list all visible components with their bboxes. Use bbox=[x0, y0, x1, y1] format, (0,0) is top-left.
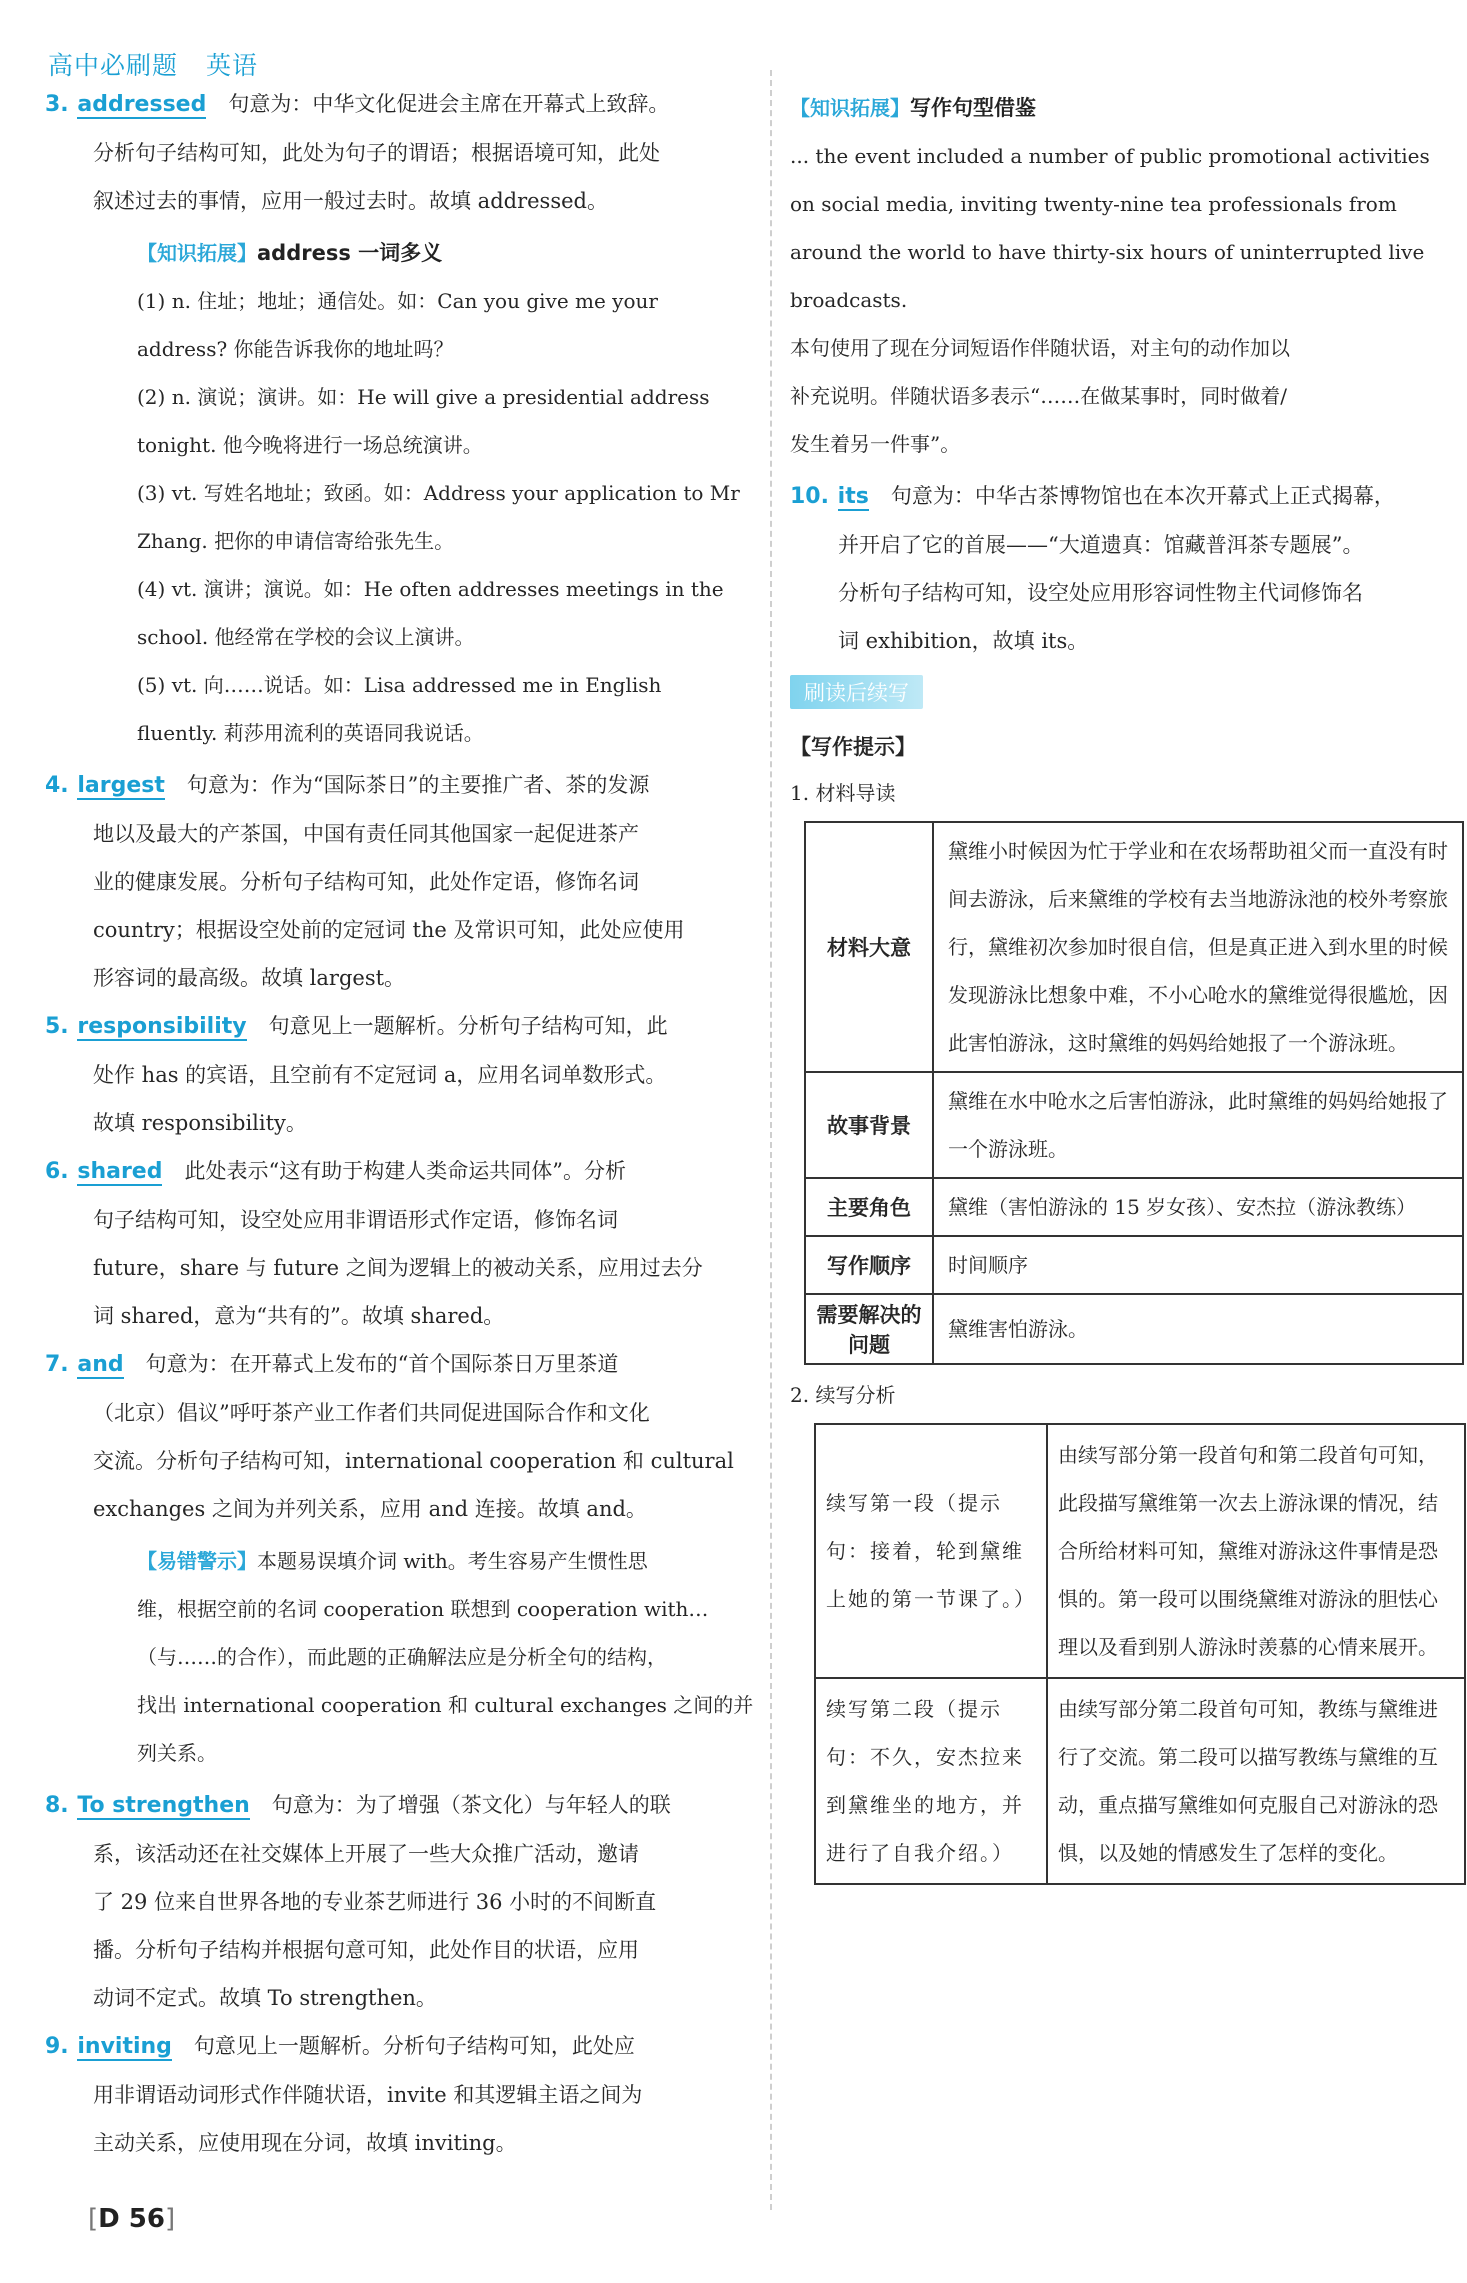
answer-item-q8 bbox=[45, 1781, 760, 2022]
item-first-line bbox=[45, 1147, 760, 1196]
item-number: 6. bbox=[45, 1159, 69, 1184]
tip-tag: 【知识拓展】 bbox=[790, 96, 910, 120]
item-line: 句子结构可知，设空处应用非谓语形式作定语，修饰名词 bbox=[93, 1208, 618, 1232]
column-divider bbox=[770, 70, 772, 2210]
tip-line: (5) vt. 向……说话。如：Lisa addressed me in English bbox=[137, 673, 662, 697]
item-line: 处作 has 的宾语，且空前有不定冠词 a，应用名词单数形式。 bbox=[93, 1063, 667, 1087]
tip-line: (3) vt. 写姓名地址；致函。如：Address your application to Mr bbox=[137, 481, 740, 505]
answer-word: inviting bbox=[77, 2034, 172, 2059]
material-row bbox=[805, 1294, 1463, 1364]
material-value: 时间顺序 bbox=[933, 1236, 1463, 1294]
answer-item-q10 bbox=[790, 472, 1465, 665]
answer-word: and bbox=[77, 1352, 124, 1377]
analysis-key: 续写第一段（提示句：接着，轮到黛维上她的第一节课了。） bbox=[815, 1424, 1047, 1678]
tip-title: address 一词多义 bbox=[257, 241, 443, 265]
item-number: 3. bbox=[45, 92, 69, 117]
item-number: 4. bbox=[45, 773, 69, 798]
item-line: country；根据设空处前的定冠词 the 及常识可知，此处应使用 bbox=[93, 918, 685, 942]
line-text: 句意见上一题解析。分析句子结构可知，此处应 bbox=[193, 2034, 635, 2058]
item-number: 5. bbox=[45, 1014, 69, 1039]
tip-box bbox=[89, 229, 760, 757]
material-key: 材料大意 bbox=[805, 822, 933, 1072]
item-line: 交流。分析句子结构可知，international cooperation 和 cultural bbox=[93, 1449, 734, 1473]
analysis-table bbox=[814, 1423, 1466, 1885]
item-line: 词 shared，意为“共有的”。故填 shared。 bbox=[93, 1304, 505, 1328]
material-key: 需要解决的问题 bbox=[805, 1294, 933, 1364]
tip-line: fluently. 莉莎用流利的英语同我说话。 bbox=[137, 721, 484, 745]
tip-tag: 【易错警示】 bbox=[137, 1549, 257, 1573]
answer-word: its bbox=[837, 484, 869, 509]
material-row bbox=[805, 822, 1463, 1072]
item-line: 动词不定式。故填 To strengthen。 bbox=[93, 1986, 437, 2010]
analysis-value: 由续写部分第一段首句和第二段首句可知，此段描写黛维第一次去上游泳课的情况，结合所给材料可知，黛维对游泳这件事情是恐惧的。第一段可以围绕黛维对游泳的胆怯心理以及看到别人游泳时羡慕的心情来展开。 bbox=[1047, 1424, 1465, 1678]
item-line: 地以及最大的产茶国，中国有责任同其他国家一起促进茶产 bbox=[93, 822, 639, 846]
analysis-value: 由续写部分第二段首句可知，教练与黛维进行了交流。第二段可以描写教练与黛维的互动，重点描写黛维如何克服自己对游泳的恐惧，以及她的情感发生了怎样的变化。 bbox=[1047, 1678, 1465, 1884]
line-text: 此处表示“这有助于构建人类命运共同体”。分析 bbox=[184, 1159, 626, 1183]
item-first-line bbox=[45, 761, 760, 810]
item-first-line bbox=[45, 1002, 760, 1051]
answer-item-q4 bbox=[45, 761, 760, 1002]
writing-tips-title: 【写作提示】 bbox=[790, 735, 916, 759]
item-line: 形容词的最高级。故填 largest。 bbox=[93, 966, 406, 990]
page-number: [D 56] bbox=[88, 2204, 176, 2234]
page-header bbox=[48, 46, 286, 82]
answer-word: responsibility bbox=[77, 1014, 247, 1039]
item-line: 系，该活动还在社交媒体上开展了一些大众推广活动，邀请 bbox=[93, 1842, 639, 1866]
tip-title: 写作句型借鉴 bbox=[910, 96, 1036, 120]
page-number-text: D 56 bbox=[98, 2204, 165, 2234]
tip-line: tonight. 他今晚将进行一场总统演讲。 bbox=[137, 433, 483, 457]
answer-word: largest bbox=[77, 773, 165, 798]
line-text: 句意为：中华古茶博物馆也在本次开幕式上正式揭幕， bbox=[890, 484, 1395, 508]
tip-line: 补充说明。伴随状语多表示“……在做某事时，同时做着/ bbox=[790, 384, 1287, 408]
material-value: 黛维小时候因为忙于学业和在农场帮助祖父而一直没有时间去游泳，后来黛维的学校有去当地游泳池的校外考察旅行，黛维初次参加时很自信，但是真正进入到水里的时候发现游泳比想象中难，不小心呛水的黛维觉得很尴尬，因此害怕游泳，这时黛维的妈妈给她报了一个游泳班。 bbox=[933, 822, 1463, 1072]
material-key: 写作顺序 bbox=[805, 1236, 933, 1294]
tip-line: address? 你能告诉我你的地址吗？ bbox=[137, 337, 454, 361]
material-row bbox=[805, 1236, 1463, 1294]
tip-tag: 【知识拓展】 bbox=[137, 241, 257, 265]
item-line: 分析句子结构可知，设空处应用形容词性物主代词修饰名 bbox=[838, 581, 1363, 605]
tip-line: (4) vt. 演讲；演说。如：He often addresses meetings in the bbox=[137, 577, 724, 601]
item-line: 了 29 位来自世界各地的专业茶艺师进行 36 小时的不间断直 bbox=[93, 1890, 657, 1914]
tip-line: school. 他经常在学校的会议上演讲。 bbox=[137, 625, 475, 649]
material-value: 黛维在水中呛水之后害怕游泳，此时黛维的妈妈给她报了一个游泳班。 bbox=[933, 1072, 1463, 1178]
item-number: 9. bbox=[45, 2034, 69, 2059]
tip-first-line bbox=[89, 1537, 760, 1585]
book-title: 高中必刷题 bbox=[48, 51, 179, 80]
item-line: 叙述过去的事情，应用一般过去时。故填 addressed。 bbox=[93, 189, 608, 213]
tip-line: (2) n. 演说；演讲。如：He will give a presidential address bbox=[137, 385, 710, 409]
item-first-line bbox=[790, 472, 1465, 521]
line-text: 句意为：为了增强（茶文化）与年轻人的联 bbox=[271, 1793, 671, 1817]
item-line: 分析句子结构可知，此处为句子的谓语；根据语境可知，此处 bbox=[93, 141, 660, 165]
tip-first-line bbox=[790, 84, 1465, 132]
item-number: 8. bbox=[45, 1793, 69, 1818]
item-first-line bbox=[45, 1781, 760, 1830]
item-first-line bbox=[45, 2022, 760, 2071]
analysis-key: 续写第二段（提示句：不久，安杰拉来到黛维坐的地方，并进行了自我介绍。） bbox=[815, 1678, 1047, 1884]
tip-line: 发生着另一件事”。 bbox=[790, 432, 961, 456]
item-line: 词 exhibition，故填 its。 bbox=[838, 629, 1089, 653]
answer-item-q6 bbox=[45, 1147, 760, 1340]
line-text: 句意见上一题解析。分析句子结构可知，此 bbox=[268, 1014, 668, 1038]
material-key: 故事背景 bbox=[805, 1072, 933, 1178]
tip-line: ... the event included a number of public promotional activities bbox=[790, 144, 1430, 168]
item-line: 用非谓语动词形式作伴随状语，invite 和其逻辑主语之间为 bbox=[93, 2083, 643, 2107]
tip-line: 本句使用了现在分词短语作伴随状语，对主句的动作加以 bbox=[790, 336, 1290, 360]
tip-first-line bbox=[89, 229, 760, 277]
tip-line: 维，根据空前的名词 cooperation 联想到 cooperation with… bbox=[137, 1597, 709, 1621]
material-table bbox=[804, 821, 1464, 1365]
material-key: 主要角色 bbox=[805, 1178, 933, 1236]
tip-line: （与……的合作），而此题的正确解法应是分析全句的结构， bbox=[137, 1645, 667, 1669]
tip-line: 列关系。 bbox=[137, 1741, 217, 1765]
tip-line: broadcasts. bbox=[790, 288, 908, 312]
tip-line: on social media, inviting twenty-nine tea professionals from bbox=[790, 192, 1397, 216]
answer-word: shared bbox=[77, 1159, 163, 1184]
right-column bbox=[790, 80, 1465, 1885]
material-guide-title: 1. 材料导读 bbox=[790, 781, 896, 805]
material-value: 黛维（害怕游泳的 15 岁女孩）、安杰拉（游泳教练） bbox=[933, 1178, 1463, 1236]
item-first-line bbox=[45, 1340, 760, 1389]
analysis-title: 2. 续写分析 bbox=[790, 1383, 896, 1407]
item-line: （北京）倡议”呼吁茶产业工作者们共同促进国际合作和文化 bbox=[93, 1401, 650, 1425]
answer-item-q9 bbox=[45, 2022, 760, 2167]
line-text: 句意为：作为“国际茶日”的主要推广者、茶的发源 bbox=[186, 773, 650, 797]
answer-word: addressed bbox=[77, 92, 207, 117]
tip-line: around the world to have thirty-six hours of uninterrupted live bbox=[790, 240, 1425, 264]
tip-box bbox=[89, 1537, 760, 1777]
material-row bbox=[805, 1178, 1463, 1236]
item-line: 主动关系，应使用现在分词，故填 inviting。 bbox=[93, 2131, 517, 2155]
answer-item-q5 bbox=[45, 1002, 760, 1147]
item-line: 业的健康发展。分析句子结构可知，此处作定语，修饰名词 bbox=[93, 870, 639, 894]
answer-item-q7 bbox=[45, 1340, 760, 1777]
material-value: 黛维害怕游泳。 bbox=[933, 1294, 1463, 1364]
section-title: 刷读后续写 bbox=[790, 675, 923, 709]
analysis-row bbox=[815, 1424, 1465, 1678]
item-number: 7. bbox=[45, 1352, 69, 1377]
analysis-row bbox=[815, 1678, 1465, 1884]
tip-line: 找出 international cooperation 和 cultural exchanges 之间的并 bbox=[137, 1693, 754, 1717]
answer-word: To strengthen bbox=[77, 1793, 250, 1818]
item-first-line bbox=[45, 80, 760, 129]
line-text: 句意为：中华文化促进会主席在开幕式上致辞。 bbox=[228, 92, 670, 116]
left-column bbox=[45, 80, 760, 2167]
item-number: 10. bbox=[790, 484, 829, 509]
tip-box bbox=[790, 84, 1465, 468]
item-line: 播。分析句子结构并根据句意可知，此处作目的状语，应用 bbox=[93, 1938, 639, 1962]
line-text: 句意为：在开幕式上发布的“首个国际茶日万里茶道 bbox=[145, 1352, 619, 1376]
material-row bbox=[805, 1072, 1463, 1178]
tip-line: Zhang. 把你的申请信寄给张先生。 bbox=[137, 529, 455, 553]
item-line: future，share 与 future 之间为逻辑上的被动关系，应用过去分 bbox=[93, 1256, 703, 1280]
item-line: 并开启了它的首展——“大道遗真：馆藏普洱茶专题展”。 bbox=[838, 533, 1364, 557]
line-text: 本题易误填介词 with。考生容易产生惯性思 bbox=[257, 1549, 648, 1573]
answer-item-q3 bbox=[45, 80, 760, 757]
item-line: exchanges 之间为并列关系，应用 and 连接。故填 and。 bbox=[93, 1497, 647, 1521]
item-line: 故填 responsibility。 bbox=[93, 1111, 307, 1135]
subject-label: 英语 bbox=[206, 51, 259, 80]
tip-line: (1) n. 住址；地址；通信处。如：Can you give me your bbox=[137, 289, 658, 313]
